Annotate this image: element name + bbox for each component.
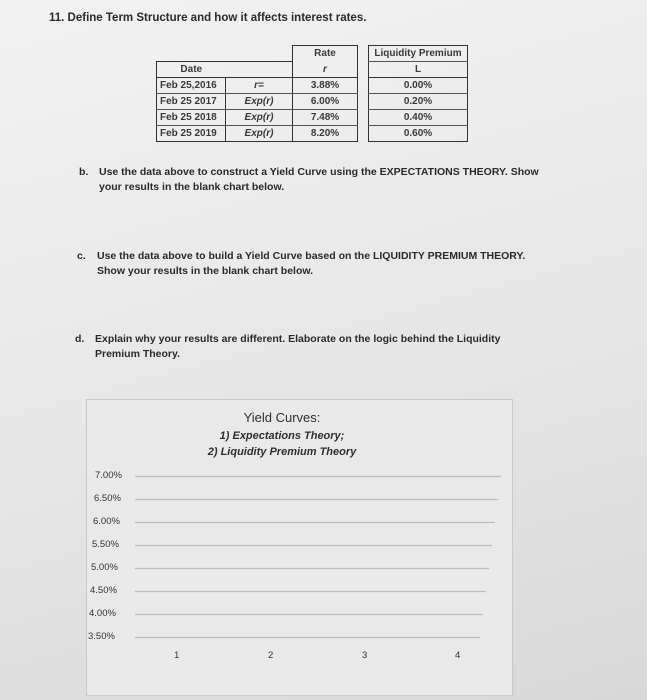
x-tick-label: 2 [268,650,274,661]
table-header-row-2 [157,62,468,78]
part-b-label: b. [79,166,89,178]
x-tick-label: 3 [362,650,368,661]
row-date: Feb 25,2016 [157,78,226,94]
part-c-line-1: Use the data above to build a Yield Curve based on the LIQUIDITY PREMIUM THEORY. [97,250,526,262]
row-r: Exp(r) [226,110,293,126]
yield-curve-chart [86,399,513,696]
row-date: Feb 25 2017 [157,94,226,110]
part-b-line-1: Use the data above to construct a Yield Curve using the EXPECTATIONS THEORY. Show [99,166,539,178]
row-lp: 0.00% [369,78,468,94]
y-tick-label: 6.00% [93,516,120,527]
part-d [75,332,500,362]
header-r: r [293,62,358,78]
part-d-line-2: Premium Theory. [95,348,180,360]
part-d-label: d. [75,333,85,345]
row-rate: 6.00% [293,94,358,110]
table-row [157,126,468,142]
question-title: 11. Define Term Structure and how it affects interest rates. [49,12,367,24]
y-tick-label: 6.50% [94,493,121,504]
y-tick-label: 7.00% [95,470,122,481]
header-liquidity-premium: Liquidity Premium [369,46,468,62]
row-rate: 8.20% [293,126,358,142]
table-row [157,94,468,110]
y-tick-label: 4.50% [90,585,117,596]
row-lp: 0.20% [369,94,468,110]
row-rate: 7.48% [293,110,358,126]
chart-subtitle-1: 1) Expectations Theory; [219,430,345,442]
table-row [157,110,468,126]
x-tick-label: 4 [455,650,461,661]
y-tick-label: 3.50% [88,631,115,642]
part-d-line-1: Explain why your results are different. Elaborate on the logic behind the Liquidity [95,333,501,345]
header-l: L [369,62,468,78]
part-b-line-2: your results in the blank chart below. [99,181,285,193]
row-date: Feb 25 2019 [157,126,226,142]
y-tick-label: 5.50% [92,539,119,550]
y-tick-label: 5.00% [91,562,118,573]
row-r: Exp(r) [226,126,293,142]
chart-subtitle-2: 2) Liquidity Premium Theory [207,446,357,458]
row-rate: 3.88% [293,78,358,94]
row-lp: 0.40% [369,110,468,126]
row-r: Exp(r) [226,94,293,110]
part-b [79,165,539,195]
header-rate: Rate [293,46,358,62]
row-r: r= [226,78,293,94]
row-lp: 0.60% [369,126,468,142]
part-c [77,249,525,279]
y-tick-label: 4.00% [89,608,116,619]
part-c-label: c. [77,250,86,262]
x-tick-label: 1 [174,650,180,661]
table-header-row-1 [157,46,468,62]
rates-table [156,45,468,142]
row-date: Feb 25 2018 [157,110,226,126]
table-row [157,78,468,94]
chart-title: Yield Curves: [243,410,321,425]
header-date: Date [157,62,226,78]
part-c-line-2: Show your results in the blank chart below. [97,265,314,277]
chart-plot-area [87,400,512,695]
